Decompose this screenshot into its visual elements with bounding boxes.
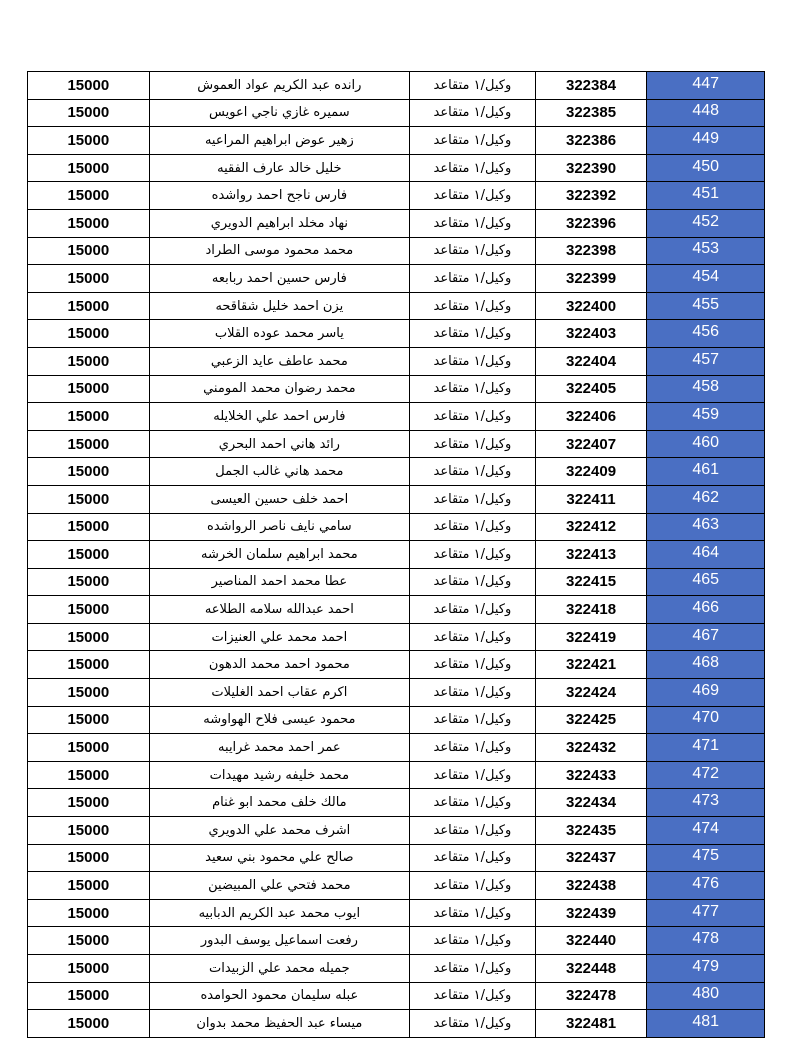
table-row xyxy=(28,899,765,927)
serial-number-cell: 481 xyxy=(647,1010,765,1038)
table-row xyxy=(28,596,765,624)
rank-status-cell: وكيل/١ متقاعد xyxy=(410,679,536,707)
name-cell: يزن احمد خليل شقاقحه xyxy=(149,292,409,320)
serial-number-cell: 473 xyxy=(647,789,765,817)
table-row xyxy=(28,623,765,651)
amount-cell: 15000 xyxy=(28,568,150,596)
serial-number-cell: 462 xyxy=(647,485,765,513)
table-row xyxy=(28,209,765,237)
amount-cell: 15000 xyxy=(28,844,150,872)
serial-number-cell: 480 xyxy=(647,982,765,1010)
table-row xyxy=(28,458,765,486)
name-cell: فارس حسين احمد ربابعه xyxy=(149,265,409,293)
name-cell: خليل خالد عارف الفقيه xyxy=(149,154,409,182)
rank-status-cell: وكيل/١ متقاعد xyxy=(410,651,536,679)
amount-cell: 15000 xyxy=(28,403,150,431)
amount-cell: 15000 xyxy=(28,817,150,845)
amount-cell: 15000 xyxy=(28,734,150,762)
rank-status-cell: وكيل/١ متقاعد xyxy=(410,568,536,596)
serial-number-cell: 455 xyxy=(647,292,765,320)
serial-number-cell: 477 xyxy=(647,899,765,927)
name-cell: محمد محمود موسى الطراد xyxy=(149,237,409,265)
amount-cell: 15000 xyxy=(28,72,150,100)
amount-cell: 15000 xyxy=(28,265,150,293)
records-table xyxy=(27,71,765,1038)
serial-number-cell: 451 xyxy=(647,182,765,210)
amount-cell: 15000 xyxy=(28,872,150,900)
id-number-cell: 322398 xyxy=(535,237,647,265)
rank-status-cell: وكيل/١ متقاعد xyxy=(410,485,536,513)
id-number-cell: 322448 xyxy=(535,955,647,983)
records-table-body xyxy=(28,72,765,1038)
name-cell: جميله محمد علي الزبيدات xyxy=(149,955,409,983)
serial-number-cell: 468 xyxy=(647,651,765,679)
table-row xyxy=(28,485,765,513)
amount-cell: 15000 xyxy=(28,182,150,210)
rank-status-cell: وكيل/١ متقاعد xyxy=(410,375,536,403)
serial-number-cell: 475 xyxy=(647,844,765,872)
serial-number-cell: 453 xyxy=(647,237,765,265)
table-row xyxy=(28,99,765,127)
rank-status-cell: وكيل/١ متقاعد xyxy=(410,955,536,983)
serial-number-cell: 450 xyxy=(647,154,765,182)
name-cell: اكرم عقاب احمد الغليلات xyxy=(149,679,409,707)
amount-cell: 15000 xyxy=(28,237,150,265)
rank-status-cell: وكيل/١ متقاعد xyxy=(410,706,536,734)
id-number-cell: 322440 xyxy=(535,927,647,955)
table-row xyxy=(28,127,765,155)
table-row xyxy=(28,982,765,1010)
name-cell: عبله سليمان محمود الحوامده xyxy=(149,982,409,1010)
serial-number-cell: 464 xyxy=(647,541,765,569)
id-number-cell: 322421 xyxy=(535,651,647,679)
id-number-cell: 322415 xyxy=(535,568,647,596)
table-row xyxy=(28,761,765,789)
name-cell: ايوب محمد عبد الكريم الدبابيه xyxy=(149,899,409,927)
id-number-cell: 322478 xyxy=(535,982,647,1010)
name-cell: احمد محمد علي العنيزات xyxy=(149,623,409,651)
rank-status-cell: وكيل/١ متقاعد xyxy=(410,458,536,486)
name-cell: احمد عبدالله سلامه الطلاعه xyxy=(149,596,409,624)
amount-cell: 15000 xyxy=(28,927,150,955)
rank-status-cell: وكيل/١ متقاعد xyxy=(410,1010,536,1038)
name-cell: رائد هاني احمد البحري xyxy=(149,430,409,458)
amount-cell: 15000 xyxy=(28,982,150,1010)
name-cell: عمر احمد محمد غرايبه xyxy=(149,734,409,762)
serial-number-cell: 467 xyxy=(647,623,765,651)
name-cell: عطا محمد احمد المناصير xyxy=(149,568,409,596)
rank-status-cell: وكيل/١ متقاعد xyxy=(410,596,536,624)
table-row xyxy=(28,706,765,734)
table-row xyxy=(28,72,765,100)
id-number-cell: 322390 xyxy=(535,154,647,182)
amount-cell: 15000 xyxy=(28,679,150,707)
rank-status-cell: وكيل/١ متقاعد xyxy=(410,899,536,927)
name-cell: فارس ناجح احمد رواشده xyxy=(149,182,409,210)
serial-number-cell: 479 xyxy=(647,955,765,983)
table-row xyxy=(28,872,765,900)
serial-number-cell: 471 xyxy=(647,734,765,762)
serial-number-cell: 478 xyxy=(647,927,765,955)
id-number-cell: 322424 xyxy=(535,679,647,707)
name-cell: محمد هاني غالب الجمل xyxy=(149,458,409,486)
name-cell: زهير عوض ابراهيم المراعيه xyxy=(149,127,409,155)
table-row xyxy=(28,347,765,375)
table-row xyxy=(28,927,765,955)
name-cell: نهاد مخلد ابراهيم الدويري xyxy=(149,209,409,237)
name-cell: سميره غازي ناجي اعويس xyxy=(149,99,409,127)
name-cell: محمد فتحي علي المبيضين xyxy=(149,872,409,900)
amount-cell: 15000 xyxy=(28,209,150,237)
table-row xyxy=(28,844,765,872)
rank-status-cell: وكيل/١ متقاعد xyxy=(410,403,536,431)
table-row xyxy=(28,154,765,182)
id-number-cell: 322434 xyxy=(535,789,647,817)
rank-status-cell: وكيل/١ متقاعد xyxy=(410,844,536,872)
table-row xyxy=(28,513,765,541)
serial-number-cell: 470 xyxy=(647,706,765,734)
rank-status-cell: وكيل/١ متقاعد xyxy=(410,817,536,845)
table-row xyxy=(28,292,765,320)
id-number-cell: 322409 xyxy=(535,458,647,486)
amount-cell: 15000 xyxy=(28,154,150,182)
amount-cell: 15000 xyxy=(28,127,150,155)
rank-status-cell: وكيل/١ متقاعد xyxy=(410,789,536,817)
table-row xyxy=(28,955,765,983)
name-cell: ميساء عبد الحفيظ محمد بدوان xyxy=(149,1010,409,1038)
amount-cell: 15000 xyxy=(28,292,150,320)
serial-number-cell: 476 xyxy=(647,872,765,900)
rank-status-cell: وكيل/١ متقاعد xyxy=(410,430,536,458)
serial-number-cell: 448 xyxy=(647,99,765,127)
serial-number-cell: 449 xyxy=(647,127,765,155)
rank-status-cell: وكيل/١ متقاعد xyxy=(410,99,536,127)
serial-number-cell: 474 xyxy=(647,817,765,845)
serial-number-cell: 461 xyxy=(647,458,765,486)
amount-cell: 15000 xyxy=(28,430,150,458)
serial-number-cell: 466 xyxy=(647,596,765,624)
serial-number-cell: 447 xyxy=(647,72,765,100)
amount-cell: 15000 xyxy=(28,706,150,734)
table-row xyxy=(28,1010,765,1038)
id-number-cell: 322481 xyxy=(535,1010,647,1038)
id-number-cell: 322412 xyxy=(535,513,647,541)
id-number-cell: 322406 xyxy=(535,403,647,431)
id-number-cell: 322411 xyxy=(535,485,647,513)
rank-status-cell: وكيل/١ متقاعد xyxy=(410,127,536,155)
id-number-cell: 322386 xyxy=(535,127,647,155)
amount-cell: 15000 xyxy=(28,1010,150,1038)
amount-cell: 15000 xyxy=(28,789,150,817)
amount-cell: 15000 xyxy=(28,623,150,651)
name-cell: محمد خليفه رشيد مهيدات xyxy=(149,761,409,789)
rank-status-cell: وكيل/١ متقاعد xyxy=(410,237,536,265)
rank-status-cell: وكيل/١ متقاعد xyxy=(410,320,536,348)
name-cell: محمود احمد محمد الدهون xyxy=(149,651,409,679)
serial-number-cell: 459 xyxy=(647,403,765,431)
serial-number-cell: 465 xyxy=(647,568,765,596)
id-number-cell: 322385 xyxy=(535,99,647,127)
name-cell: رانده عبد الكريم عواد العموش xyxy=(149,72,409,100)
id-number-cell: 322396 xyxy=(535,209,647,237)
table-row xyxy=(28,568,765,596)
amount-cell: 15000 xyxy=(28,541,150,569)
name-cell: احمد خلف حسين العيسى xyxy=(149,485,409,513)
id-number-cell: 322403 xyxy=(535,320,647,348)
amount-cell: 15000 xyxy=(28,955,150,983)
rank-status-cell: وكيل/١ متقاعد xyxy=(410,292,536,320)
table-row xyxy=(28,265,765,293)
name-cell: محمود عيسى فلاح الهواوشه xyxy=(149,706,409,734)
serial-number-cell: 472 xyxy=(647,761,765,789)
name-cell: محمد رضوان محمد المومني xyxy=(149,375,409,403)
serial-number-cell: 457 xyxy=(647,347,765,375)
amount-cell: 15000 xyxy=(28,99,150,127)
name-cell: محمد عاطف عايد الزعبي xyxy=(149,347,409,375)
name-cell: مالك خلف محمد ابو غنام xyxy=(149,789,409,817)
serial-number-cell: 456 xyxy=(647,320,765,348)
rank-status-cell: وكيل/١ متقاعد xyxy=(410,347,536,375)
table-row xyxy=(28,817,765,845)
rank-status-cell: وكيل/١ متقاعد xyxy=(410,182,536,210)
name-cell: محمد ابراهيم سلمان الخرشه xyxy=(149,541,409,569)
rank-status-cell: وكيل/١ متقاعد xyxy=(410,982,536,1010)
id-number-cell: 322437 xyxy=(535,844,647,872)
table-row xyxy=(28,375,765,403)
amount-cell: 15000 xyxy=(28,761,150,789)
table-row xyxy=(28,237,765,265)
id-number-cell: 322432 xyxy=(535,734,647,762)
rank-status-cell: وكيل/١ متقاعد xyxy=(410,265,536,293)
serial-number-cell: 458 xyxy=(647,375,765,403)
id-number-cell: 322425 xyxy=(535,706,647,734)
table-row xyxy=(28,679,765,707)
id-number-cell: 322438 xyxy=(535,872,647,900)
table-row xyxy=(28,734,765,762)
rank-status-cell: وكيل/١ متقاعد xyxy=(410,72,536,100)
id-number-cell: 322433 xyxy=(535,761,647,789)
rank-status-cell: وكيل/١ متقاعد xyxy=(410,734,536,762)
rank-status-cell: وكيل/١ متقاعد xyxy=(410,761,536,789)
table-row xyxy=(28,789,765,817)
id-number-cell: 322405 xyxy=(535,375,647,403)
rank-status-cell: وكيل/١ متقاعد xyxy=(410,541,536,569)
name-cell: ياسر محمد عوده القلاب xyxy=(149,320,409,348)
table-row xyxy=(28,541,765,569)
name-cell: فارس احمد علي الخلايله xyxy=(149,403,409,431)
id-number-cell: 322384 xyxy=(535,72,647,100)
id-number-cell: 322413 xyxy=(535,541,647,569)
rank-status-cell: وكيل/١ متقاعد xyxy=(410,927,536,955)
amount-cell: 15000 xyxy=(28,899,150,927)
amount-cell: 15000 xyxy=(28,651,150,679)
serial-number-cell: 454 xyxy=(647,265,765,293)
serial-number-cell: 460 xyxy=(647,430,765,458)
amount-cell: 15000 xyxy=(28,320,150,348)
id-number-cell: 322404 xyxy=(535,347,647,375)
name-cell: رفعت اسماعيل يوسف البدور xyxy=(149,927,409,955)
amount-cell: 15000 xyxy=(28,458,150,486)
rank-status-cell: وكيل/١ متقاعد xyxy=(410,209,536,237)
amount-cell: 15000 xyxy=(28,513,150,541)
id-number-cell: 322400 xyxy=(535,292,647,320)
id-number-cell: 322407 xyxy=(535,430,647,458)
serial-number-cell: 452 xyxy=(647,209,765,237)
rank-status-cell: وكيل/١ متقاعد xyxy=(410,623,536,651)
id-number-cell: 322419 xyxy=(535,623,647,651)
table-row xyxy=(28,320,765,348)
id-number-cell: 322418 xyxy=(535,596,647,624)
amount-cell: 15000 xyxy=(28,485,150,513)
name-cell: سامي نايف ناصر الرواشده xyxy=(149,513,409,541)
amount-cell: 15000 xyxy=(28,596,150,624)
table-row xyxy=(28,651,765,679)
id-number-cell: 322435 xyxy=(535,817,647,845)
table-row xyxy=(28,403,765,431)
amount-cell: 15000 xyxy=(28,375,150,403)
table-row xyxy=(28,430,765,458)
name-cell: اشرف محمد علي الدويري xyxy=(149,817,409,845)
id-number-cell: 322392 xyxy=(535,182,647,210)
serial-number-cell: 463 xyxy=(647,513,765,541)
id-number-cell: 322399 xyxy=(535,265,647,293)
rank-status-cell: وكيل/١ متقاعد xyxy=(410,872,536,900)
rank-status-cell: وكيل/١ متقاعد xyxy=(410,154,536,182)
id-number-cell: 322439 xyxy=(535,899,647,927)
name-cell: صالح علي محمود بني سعيد xyxy=(149,844,409,872)
table-row xyxy=(28,182,765,210)
serial-number-cell: 469 xyxy=(647,679,765,707)
amount-cell: 15000 xyxy=(28,347,150,375)
rank-status-cell: وكيل/١ متقاعد xyxy=(410,513,536,541)
